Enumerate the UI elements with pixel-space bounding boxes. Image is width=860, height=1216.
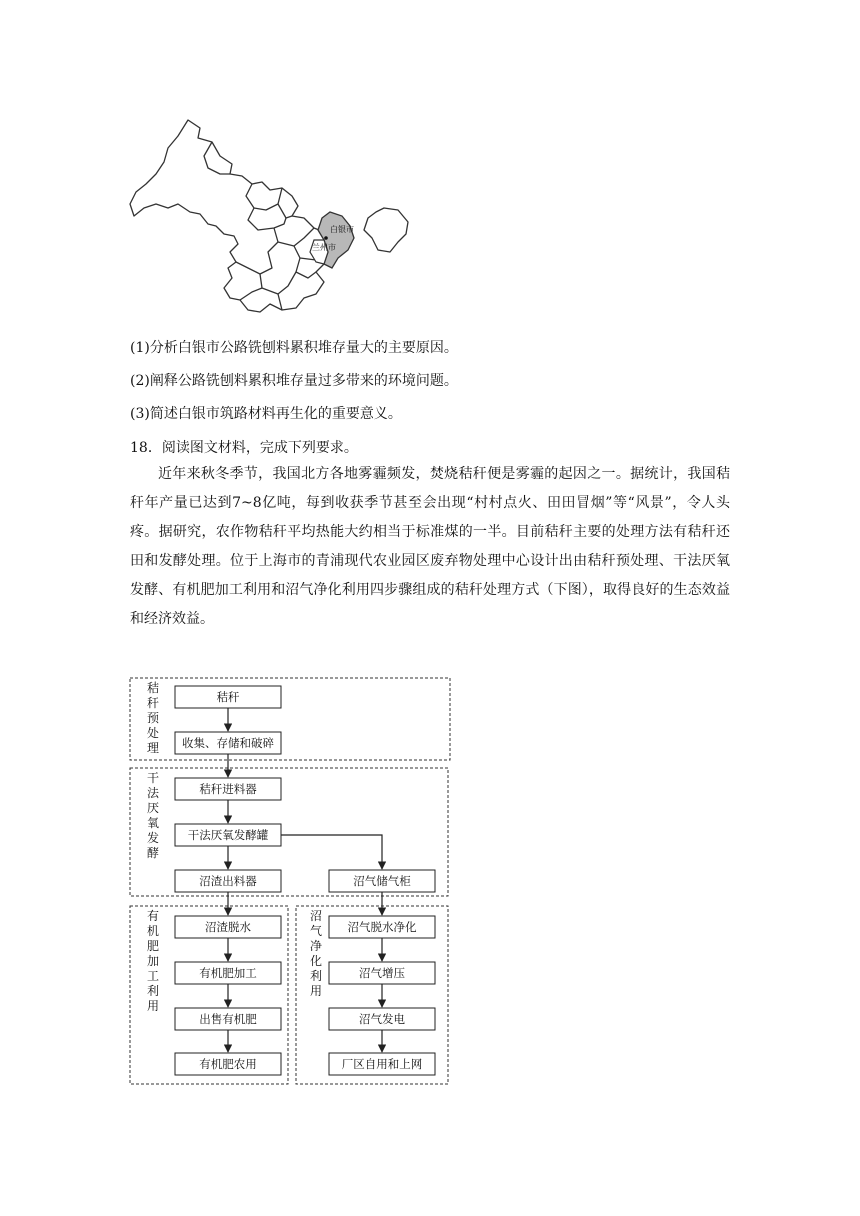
sec-biogas-c4: 利: [309, 969, 323, 983]
arrow-5: [281, 835, 382, 869]
sec-fertilizer-c1: 机: [146, 924, 160, 938]
box-grid-label: 厂区自用和上网: [341, 1057, 423, 1071]
sec-biogas-c2: 净: [309, 939, 323, 953]
sec-fertilizer-c3: 加: [146, 954, 160, 968]
box-process-label: 有机肥加工: [199, 966, 257, 980]
sec-biogas-c5: 用: [309, 984, 323, 998]
map-svg: [128, 112, 428, 322]
label-lanzhou: 兰州市: [312, 243, 336, 252]
sec-biogas-c3: 化: [309, 954, 323, 968]
box-sell-label: 出售有机肥: [199, 1012, 257, 1026]
box-feeder-label: 秸秆进料器: [199, 782, 257, 796]
sec-fertilizer-c2: 肥: [146, 939, 160, 953]
box-straw-label: 秸秆: [216, 690, 240, 704]
sec-fertilizer-c0: 有: [146, 909, 160, 923]
sec-anaerobic-c3: 氧: [146, 816, 160, 830]
question-3: (3)简述白银市筑路材料再生化的重要意义。: [130, 406, 402, 422]
gansu-map: [128, 112, 428, 322]
sec-anaerobic-c2: 厌: [146, 801, 160, 815]
sec-pretreat-c1: 秆: [146, 696, 160, 710]
question-1: (1)分析白银市公路铣刨料累积堆存量大的主要原因。: [130, 340, 458, 356]
straw-processing-flowchart: [128, 676, 452, 1088]
sec-fertilizer-c4: 工: [146, 969, 160, 983]
box-pressurize-label: 沼气增压: [359, 966, 405, 980]
box-tank-label: 干法厌氧发酵罐: [187, 828, 269, 842]
box-farm-label: 有机肥农用: [199, 1057, 257, 1071]
question-18-title: 18．阅读图文材料，完成下列要求。: [130, 440, 358, 456]
sec-fertilizer-c6: 用: [146, 999, 160, 1013]
sec-pretreat-c3: 处: [146, 726, 160, 740]
map-region-outline: [130, 120, 338, 312]
sec-pretreat-c0: 秸: [146, 681, 160, 695]
sec-biogas-c1: 气: [309, 924, 323, 938]
sec-anaerobic-c4: 发: [146, 831, 160, 845]
sec-pretreat-c2: 预: [146, 711, 160, 725]
box-gas-store-label: 沼气储气柜: [353, 874, 411, 888]
material-paragraph: 近年来秋冬季节，我国北方各地雾霾频发，焚烧秸秆便是雾霾的起因之一。据统计，我国秸秆年产量已达到7~8亿吨，每到收获季节甚至会出现“村村点火、田田冒烟”等“风景”，令人头疼。据研究，农作物秸秆平均热能大约相当于标准煤的一半。目前秸秆主要的处理方法有秸秆还田和发酵处理。位于上海市的青浦现代农业园区废弃物处理中心设计出由秸秆预处理、干法厌氧发酵、有机肥加工利用和沼气净化利用四步骤组成的秸秆处理方式（下图），取得良好的生态效益和经济效益。: [130, 466, 730, 627]
question-2: (2)阐释公路铣刨料累积堆存量过多带来的环境问题。: [130, 373, 458, 389]
sec-biogas-c0: 沼: [309, 909, 323, 923]
box-collect-label: 收集、存储和破碎: [182, 736, 274, 750]
map-region-east: [364, 208, 408, 252]
sec-pretreat-c4: 理: [146, 741, 160, 755]
box-residue-out-label: 沼渣出料器: [199, 874, 257, 888]
box-purify-label: 沼气脱水净化: [347, 920, 417, 934]
box-power-label: 沼气发电: [359, 1012, 405, 1026]
sec-anaerobic-c1: 法: [146, 786, 160, 800]
box-dewater-label: 沼渣脱水: [205, 920, 251, 934]
label-baiyin: 白银市: [330, 225, 354, 234]
flowchart-svg: [128, 676, 452, 1088]
baiyin-dot: [324, 236, 328, 240]
sec-fertilizer-c5: 利: [146, 984, 160, 998]
sec-anaerobic-c0: 干: [146, 771, 160, 785]
sec-anaerobic-c5: 酵: [146, 846, 160, 860]
